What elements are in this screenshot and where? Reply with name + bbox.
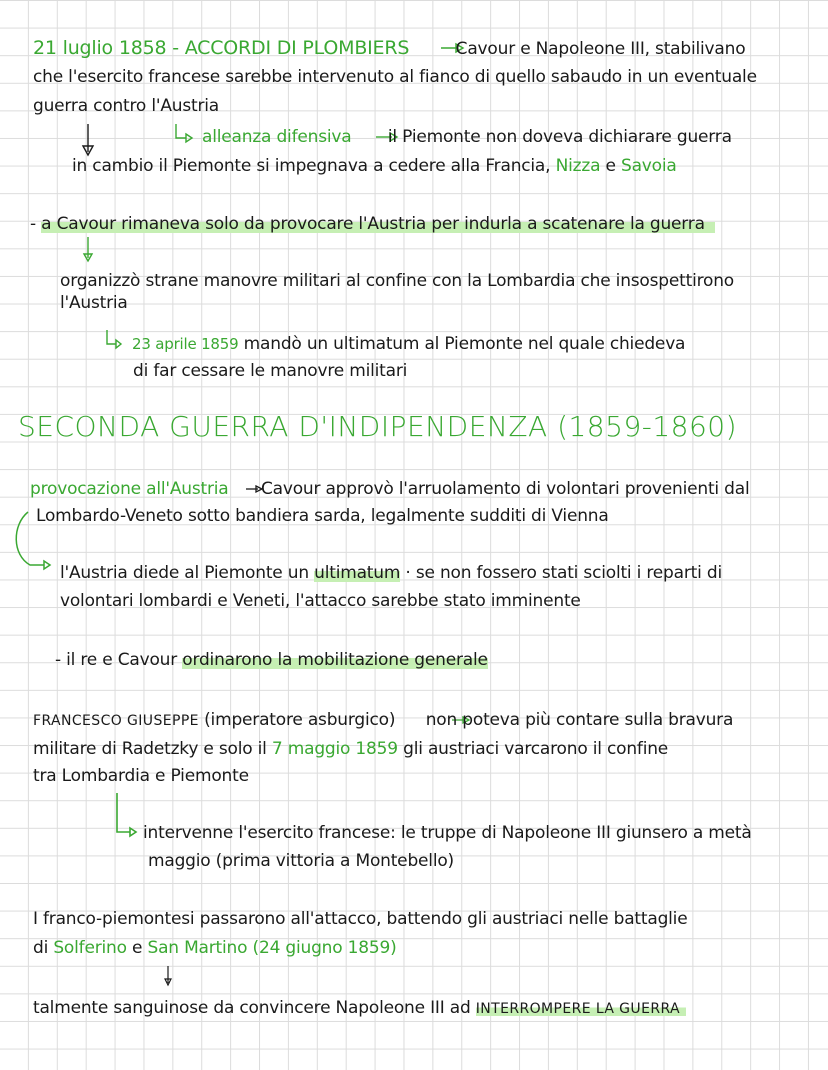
reply-rest: · se non fossero stati sciolti i reparti di xyxy=(405,563,722,583)
emperor-note: (imperatore asburgico) xyxy=(204,710,396,730)
emperor-line-2 xyxy=(33,738,668,760)
plombieres-line-3: guerra contro l'Austria xyxy=(33,96,219,116)
french-intervention-line-2: maggio (prima vittoria a Montebello) xyxy=(148,851,454,871)
ultimatum-line-1 xyxy=(132,333,685,355)
plombieres-heading: 21 luglio 1858 - ACCORDI DI PLOMBIERS xyxy=(33,37,410,59)
corner-arrow-icon xyxy=(117,793,136,836)
solferino-text: Solferino xyxy=(53,938,127,958)
mobilization-highlight: ordinarono la mobilitazione generale xyxy=(182,650,488,670)
austria-reply-line-2: volontari lombardi e Veneti, l'attacco sarebbe stato imminente xyxy=(60,591,581,611)
exchange-text: in cambio il Piemonte si impegnava a cedere alla Francia, xyxy=(72,156,551,176)
highlighted-goal-text: a Cavour rimaneva solo da provocare l'Austria per indurla a scatenare la guerra xyxy=(41,214,715,234)
border-text: gli austriaci varcarono il confine xyxy=(403,739,669,759)
alliance-text: il Piemonte non doveva dichiarare guerra xyxy=(387,127,732,147)
stop-war-highlight: INTERROMPERE LA GUERRA xyxy=(476,1001,686,1017)
down-arrow-icon xyxy=(83,124,93,155)
austria-reply-line-1 xyxy=(60,562,722,584)
conclusion-line xyxy=(33,997,686,1020)
provocation-label: provocazione all'Austria xyxy=(30,479,229,499)
corner-arrow-icon xyxy=(176,124,192,142)
nizza-text: Nizza xyxy=(555,156,601,176)
san-martino-text: San Martino (24 giugno 1859) xyxy=(147,938,397,958)
corner-arrow-icon xyxy=(107,330,121,348)
manoeuvres-line-1: organizzò strane manovre militari al confine con la Lombardia che insospettirono xyxy=(60,271,734,291)
plombieres-line-1 xyxy=(33,37,745,60)
down-arrow-icon xyxy=(84,237,92,261)
may-date: 7 maggio 1859 xyxy=(271,739,398,759)
reply-text: l'Austria diede al Piemonte un xyxy=(60,563,309,583)
emperor-text: non poteva più contare sulla bravura xyxy=(425,710,734,730)
ultimatum-line-2: di far cessare le manovre militari xyxy=(133,361,408,381)
down-arrow-icon xyxy=(165,966,171,985)
provocation-line-1 xyxy=(30,478,749,500)
conclusion-text: talmente sanguinose da convincere Napoleone III ad xyxy=(33,998,471,1018)
radetzky-text: militare di Radetzky e solo il xyxy=(33,739,267,759)
savoia-text: Savoia xyxy=(621,156,677,176)
emperor-line-1 xyxy=(33,709,733,732)
ultimatum-text: mandò un ultimatum al Piemonte nel quale chiedeva xyxy=(243,334,686,354)
exchange-line xyxy=(72,155,677,177)
emperor-line-3: tra Lombardia e Piemonte xyxy=(33,766,249,786)
plombieres-line-2: che l'esercito francese sarebbe intervenuto al fianco di quello sabaudo in un eventuale xyxy=(33,67,757,87)
mobilization-line xyxy=(55,649,488,671)
provocation-goal-line xyxy=(30,213,715,235)
alliance-line xyxy=(202,126,732,148)
section-title: SECONDA GUERRA D'INDIPENDENZA (1859-1860) xyxy=(18,410,738,443)
alliance-label: alleanza difensiva xyxy=(202,127,352,147)
manoeuvres-line-2: l'Austria xyxy=(60,293,128,313)
conjunction: e xyxy=(605,156,616,176)
emperor-name: FRANCESCO GIUSEPPE xyxy=(33,713,199,729)
bullet-dash: - xyxy=(30,214,36,234)
mobilization-text: - il re e Cavour xyxy=(55,650,178,670)
battles-line-2 xyxy=(33,937,397,959)
provocation-text: Cavour approvò l'arruolamento di volontari provenienti dal xyxy=(260,479,750,499)
plombieres-text: Cavour e Napoleone III, stabilivano xyxy=(455,39,746,59)
french-intervention-line-1: intervenne l'esercito francese: le truppe di Napoleone III giunsero a metà xyxy=(143,823,752,843)
conjunction: e xyxy=(132,938,143,958)
provocation-line-2: Lombardo-Veneto sotto bandiera sarda, legalmente sudditi di Vienna xyxy=(36,506,609,526)
battles-line-1: I franco-piemontesi passarono all'attacco, battendo gli austriaci nelle battaglie xyxy=(33,909,688,929)
di-text: di xyxy=(33,938,49,958)
ultimatum-date: 23 aprile 1859 xyxy=(132,335,239,353)
ultimatum-highlight: ultimatum xyxy=(314,563,401,583)
